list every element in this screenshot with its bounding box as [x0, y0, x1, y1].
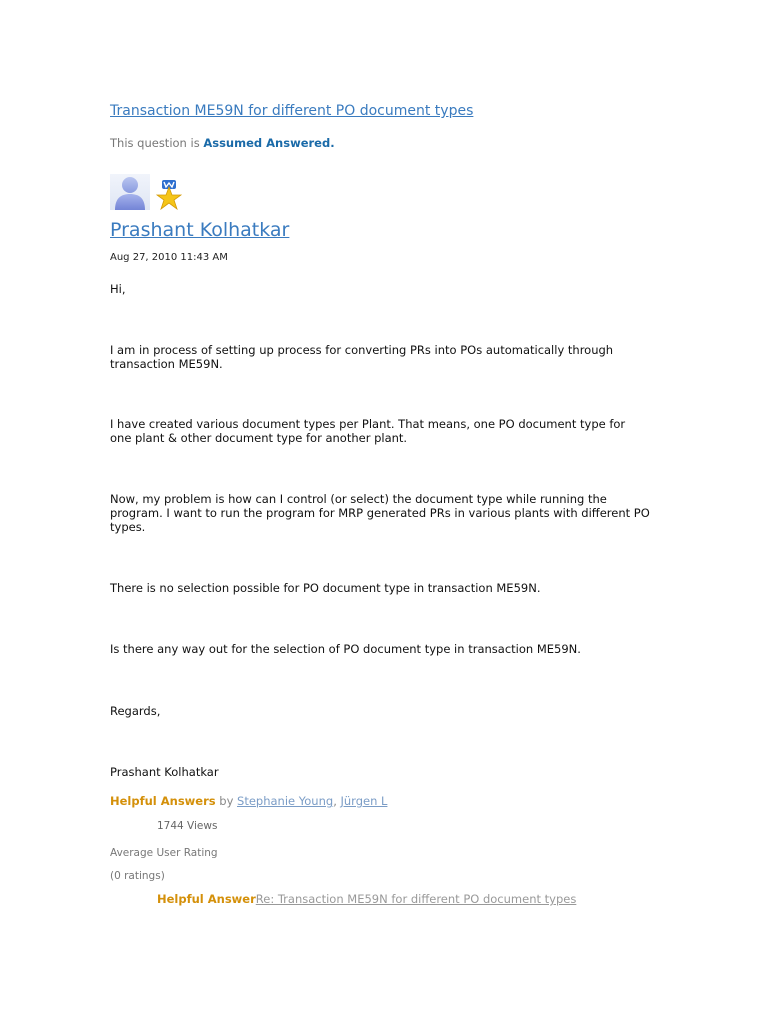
average-rating-label: Average User Rating — [110, 847, 218, 859]
status-value: Assumed Answered. — [203, 136, 335, 150]
post-paragraph: I have created various document types per Plant. That means, one PO document type for one plant & other document type for another plant. — [110, 417, 626, 445]
post-paragraph: There is no selection possible for PO document type in transaction ME59N. — [110, 581, 541, 595]
user-avatar-icon[interactable] — [110, 174, 150, 210]
helper-link-jurgen-l[interactable]: Jürgen L — [340, 794, 388, 808]
helpful-answer-label: Helpful Answer — [157, 892, 256, 906]
post-paragraph: Now, my problem is how can I control (or select) the document type while running the program. I want to run the program for MRP generated PRs in various plants with different PO types. — [110, 492, 650, 534]
star-rank-badge-icon — [156, 180, 182, 210]
author-name-link[interactable]: Prashant Kolhatkar — [110, 219, 290, 241]
question-status — [110, 136, 335, 150]
view-count: 1744 Views — [157, 820, 218, 832]
helper-link-stephanie-young[interactable]: Stephanie Young — [237, 794, 334, 808]
post-paragraph: Regards, — [110, 704, 161, 718]
helper-separator: , — [333, 794, 341, 808]
post-paragraph: Is there any way out for the selection of PO document type in transaction ME59N. — [110, 642, 581, 656]
post-date: Aug 27, 2010 11:43 AM — [110, 252, 228, 263]
status-prefix: This question is — [110, 136, 204, 150]
question-title-link[interactable]: Transaction ME59N for different PO document types — [110, 103, 474, 119]
rating-count: (0 ratings) — [110, 870, 165, 882]
post-paragraph: Hi, — [110, 282, 126, 296]
helpful-answers-line — [110, 794, 387, 808]
helpful-by: by — [215, 794, 238, 808]
helpful-answers-label: Helpful Answers — [110, 794, 216, 808]
helpful-answer-link[interactable]: Re: Transaction ME59N for different PO document types — [255, 892, 577, 906]
post-signature: Prashant Kolhatkar — [110, 765, 219, 779]
post-paragraph: I am in process of setting up process for converting PRs into POs automatically through transaction ME59N. — [110, 343, 614, 371]
helpful-answer-line — [157, 892, 576, 906]
